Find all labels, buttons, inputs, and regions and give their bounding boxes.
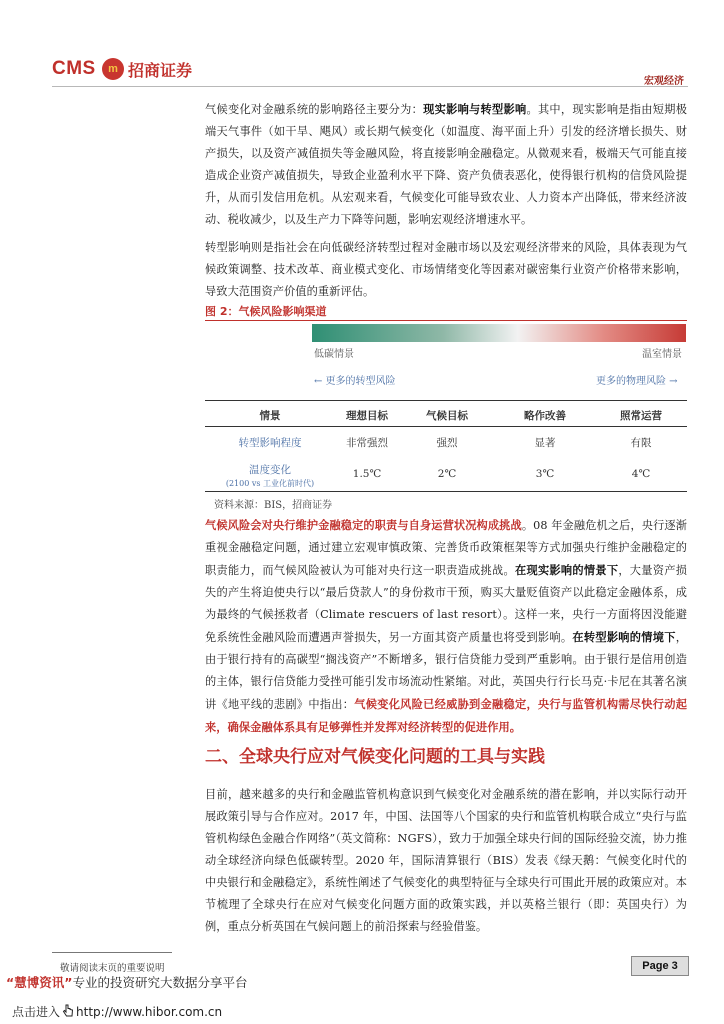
- paragraph-global-practice: 目前，越来越多的央行和金融监管机构意识到气候变化对金融系统的潜在影响，并以实际行动开展政策引导与合作应对。2017 年，中国、法国等八个国家的央行和监管机构联合成立“央行与监管机构绿色金融合作网络”（英文简称：NGFS），致力于加强全球央行间的国际经验交流，协力推动全球经济向绿色低碳转型。2020 年，国际清算银行（BIS）发表《绿天鹅：气候变化时代的中央银行和金融稳定》，系统性阐述了气候变化的典型特征与全球央行可围此开展的政策应对。本节梳理了全球央行在应对气候变化问题方面的政策实践，并以英格兰银行（即：英国央行）为例，重点分析英国在气候问题上的前沿探索与经验借鉴。: [205, 788, 687, 933]
- report-category: 宏观经济: [644, 76, 684, 87]
- table-header-rule: [205, 426, 687, 427]
- logo-company-name: 招商证券: [128, 61, 193, 80]
- table-header-cell: 略作改善: [524, 410, 566, 422]
- row-label-temperature: 温度变化: [249, 464, 291, 476]
- table-cell: 1.5℃: [352, 468, 382, 480]
- row-label-temperature-sub: (2100 vs 工业化前时代): [225, 479, 315, 488]
- paragraph-central-bank-challenge: [205, 514, 687, 739]
- figure-title: 图 2：气候风险影响渠道: [205, 305, 327, 318]
- figure-title-rule: [205, 320, 687, 321]
- table-cell: 3℃: [535, 468, 555, 480]
- table-cell: 2℃: [437, 468, 457, 480]
- table-bottom-rule: [205, 491, 687, 492]
- p3-bold-transition: 在转型影响的情境下: [572, 630, 676, 644]
- paragraph-transition-impact: 转型影响则是指社会在向低碳经济转型过程对金融市场以及宏观经济带来的风险，具体表现为气候政策调整、技术改革、商业模式变化、市场情绪变化等因素对碳密集行业资产价格带来影响，导致大范围资产价值的重新评估。: [205, 241, 687, 298]
- risk-gradient-bar: [312, 324, 686, 342]
- gradient-left-label: 低碳情景: [314, 349, 354, 360]
- table-header-cell: 情景: [259, 410, 281, 422]
- p3-orange-quote: 气候变化风险已经威胁到金融稳定，央行与监管机构需尽快行动起来，确保金融体系具有足够弹性并发挥对经济转型的促进作用。: [205, 697, 687, 734]
- p3-bold-physical: 在现实影响的情景下: [514, 563, 619, 577]
- table-top-rule: [205, 400, 687, 401]
- paragraph-impact-paths: [205, 98, 687, 231]
- table-cell: 显著: [534, 437, 556, 449]
- promo-text: 专业的投资研究大数据分享平台: [72, 975, 248, 990]
- section-heading: 二、全球央行应对气候变化问题的工具与实践: [205, 747, 545, 767]
- footer-disclaimer-note: 敬请阅读末页的重要说明: [60, 963, 165, 974]
- table-cell: 非常强烈: [346, 437, 388, 449]
- p1-text-a: 气候变化对金融系统的影响路径主要分为：: [205, 103, 424, 116]
- footer-rule: [52, 952, 172, 953]
- arrow-physical-risk: 更多的物理风险 →: [596, 376, 678, 387]
- gradient-right-label: 温室情景: [642, 349, 682, 360]
- promo-link[interactable]: [12, 1002, 222, 1020]
- figure-source: 资料来源：BIS，招商证券: [214, 500, 333, 511]
- p1-bold: 现实影响与转型影响: [423, 102, 527, 116]
- p3-text-d: ，大量资产损失的产生将迫使央行以“最后贷款人”的身份救市干预，购买大量贬值资产以此稳定金融体系，成为最终的气候拯救者（Climate rescuers of last resort）。这样一来，央行一方面将因没能避免系统性金融风险而遭遇声誉损失，另一方面其资产质量也将受到影响。: [205, 564, 688, 644]
- table-cell: 强烈: [436, 437, 458, 449]
- logo-mark-icon: m: [102, 58, 124, 80]
- p3-orange-lead: 气候风险会对央行维护金融稳定的职责与自身运营状况构成挑战: [205, 518, 522, 532]
- page-number: Page 3: [631, 956, 689, 976]
- arrow-transition-risk: ← 更多的转型风险: [314, 376, 396, 387]
- table-header-cell: 气候目标: [426, 410, 468, 422]
- p3-text-f: ，由于银行持有的高碳型“搁浅资产”不断增多，银行信贷能力受到严重影响。由于银行是信用创造的主体，银行信贷能力受挫可能引发市场流动性紧缩。对此，英国央行行长马克·卡尼在其著名演讲《地平线的悲剧》中指出：: [205, 631, 687, 711]
- page-header: [52, 56, 688, 90]
- logo-cms: CMS: [52, 58, 96, 79]
- table-header-cell: 理想目标: [346, 410, 388, 422]
- promo-url[interactable]: http://www.hibor.com.cn: [76, 1005, 223, 1019]
- pointer-hand-icon: [62, 1004, 74, 1018]
- promo-banner: [6, 973, 247, 991]
- table-cell: 4℃: [631, 468, 651, 480]
- p1-text-c: 。其中，现实影响是指由短期极端天气事件（如干旱、飓风）或长期气候变化（如温度、海平面上升）引发的经济增长损失、财产损失，以及资产减值损失等金融风险，将直接影响金融稳定。从微观来看，极端天气可能直接造成企业资产减值损失，导致企业盈利水平下降、资产负债表恶化，使得银行机构的信贷风险提升，从而引发信用危机。从宏观来看，气候变化可能导致农业、人力资本产出降低，带来经济波动、税收减少，以及生产力下降等问题，影响宏观经济增速水平。: [205, 103, 688, 226]
- table-header-cell: 照常运营: [620, 410, 662, 422]
- p3-text-b: 。08 年金融危机之后，央行逐渐重视金融稳定问题，通过建立宏观审慎政策、完善货币政策框架等方式加强央行维护金融稳定的职责能力，而气候风险被认为可能对央行这一职责造成挑战。: [205, 519, 687, 577]
- promo-link-label: 点击进入: [12, 1005, 61, 1019]
- table-cell: 有限: [630, 437, 652, 449]
- promo-brand: “慧博资讯”: [6, 975, 73, 990]
- row-label-transition: 转型影响程度: [238, 437, 302, 449]
- header-divider: [52, 86, 688, 87]
